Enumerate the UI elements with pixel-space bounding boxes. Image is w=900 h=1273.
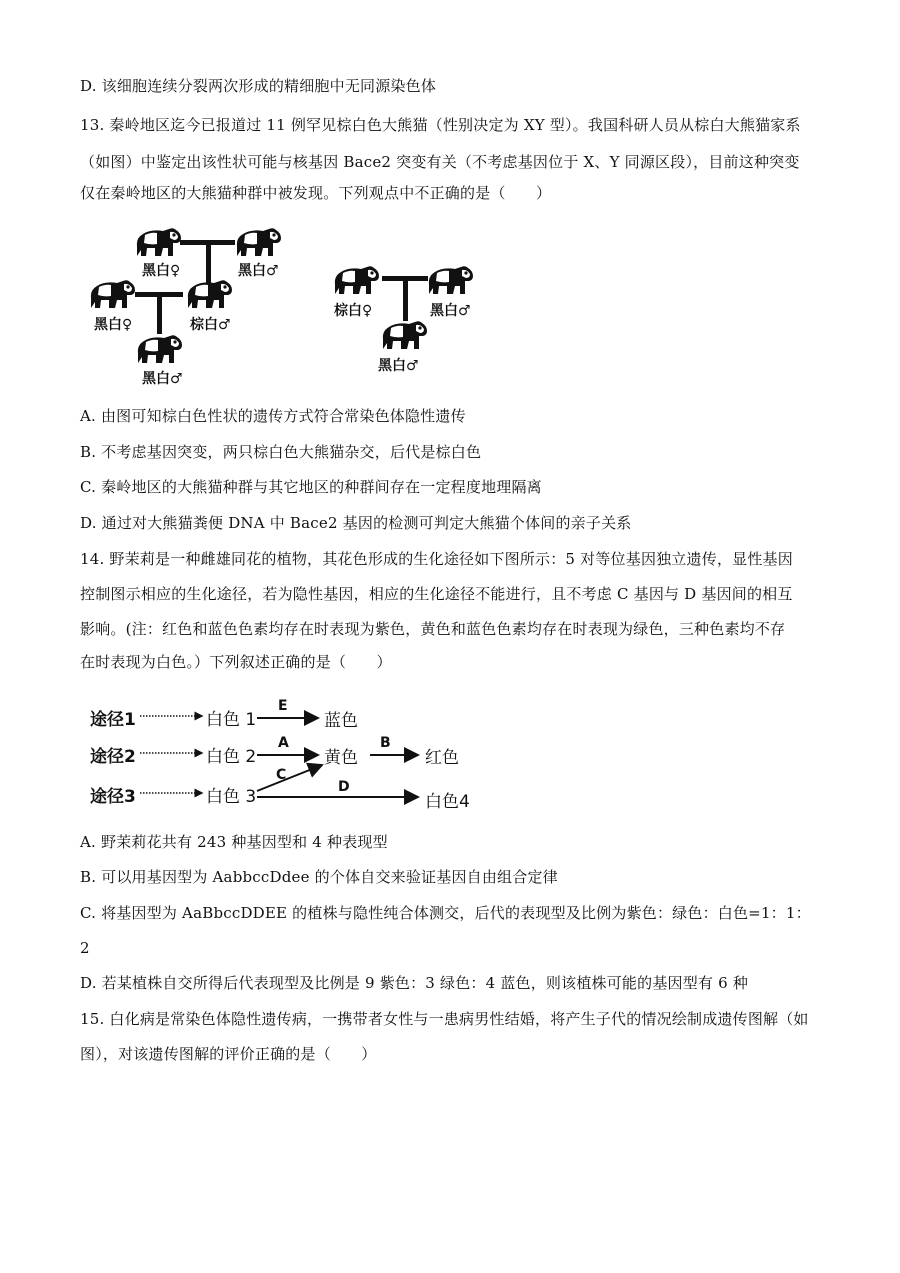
q12-option-d: D. 该细胞连续分裂两次形成的精细胞中无同源染色体	[80, 77, 437, 95]
label-father: 黑白♂	[430, 303, 471, 319]
node-blue: 蓝色	[324, 711, 358, 731]
node-white-3: 白色 3	[206, 787, 257, 807]
enzyme-c: C	[276, 767, 287, 783]
q13-option-c: C. 秦岭地区的大熊猫种群与其它地区的种群间存在一定程度地理隔离	[80, 478, 542, 496]
enzyme-d: D	[338, 779, 350, 795]
node-white-4: 白色4	[425, 792, 470, 812]
label-son: 黑白♂	[378, 358, 419, 374]
panda-icon	[330, 264, 382, 298]
q14-stem-line-1: 14. 野茉莉是一种雌雄同花的植物，其花色形成的生化途径如下图所示：5 对等位基因独立遗传，显性基因	[80, 550, 793, 568]
q15-stem-line-1: 15. 白化病是常染色体隐性遗传病，一携带者女性与一患病男性结婚，将产生子代的情况绘制成遗传图解（如	[80, 1010, 809, 1028]
q14-option-a: A. 野茉莉花共有 243 种基因型和 4 种表现型	[80, 833, 388, 851]
descent-line	[403, 276, 408, 321]
enzyme-e: E	[278, 698, 288, 714]
path-2-label: 途径2	[90, 747, 136, 767]
q13-stem-line-3: 仅在秦岭地区的大熊猫种群中被发现。下列观点中不正确的是（ ）	[80, 184, 552, 202]
q14-option-b: B. 可以用基因型为 AabbccDdee 的个体自交来验证基因自由组合定律	[80, 868, 558, 886]
panda-icon	[232, 226, 284, 260]
label-f1-son: 棕白♂	[190, 317, 231, 333]
panda-icon	[378, 319, 430, 353]
q13-option-d: D. 通过对大熊猫粪便 DNA 中 Bace2 基因的检测可判定大熊猫个体间的亲子关系	[80, 514, 632, 532]
pathway-diagram	[90, 695, 490, 815]
q14-option-c-continued: 2	[80, 939, 90, 957]
q14-option-d: D. 若某植株自交所得后代表现型及比例是 9 紫色：3 绿色：4 蓝色，则该植株可能的基因型有 6 种	[80, 974, 749, 992]
q13-option-b: B. 不考虑基因突变，两只棕白色大熊猫杂交，后代是棕白色	[80, 443, 482, 461]
q14-option-c: C. 将基因型为 AaBbccDDEE 的植株与隐性纯合体测交，后代的表现型及比例为紫色：绿色：白色=1：1：	[80, 904, 811, 922]
descent-line	[157, 292, 162, 334]
node-white-2: 白色 2	[206, 747, 257, 767]
label-p1-mother: 黑白♀	[142, 263, 181, 279]
enzyme-b: B	[380, 735, 391, 751]
arrow-c	[257, 765, 322, 791]
panda-icon	[133, 333, 185, 367]
node-yellow: 黄色	[324, 748, 358, 768]
panda-icon	[86, 278, 138, 312]
q13-stem-line-1: 13. 秦岭地区迄今已报道过 11 例罕见棕白色大熊猫（性别决定为 XY 型）。我国科研人员从棕白大熊猫家系	[80, 116, 801, 134]
label-mother: 棕白♀	[334, 303, 373, 319]
enzyme-a: A	[278, 735, 289, 751]
panda-icon	[183, 278, 235, 312]
pedigree-family-1	[80, 220, 310, 390]
path-1-label: 途径1	[90, 710, 136, 730]
pedigree-family-2	[320, 262, 490, 382]
path-3-label: 途径3	[90, 787, 136, 807]
node-white-1: 白色 1	[206, 710, 257, 730]
label-f2-son: 黑白♂	[142, 371, 183, 387]
q15-stem-line-2: 图），对该遗传图解的评价正确的是（ ）	[80, 1045, 377, 1063]
q13-stem-line-2: （如图）中鉴定出该性状可能与核基因 Bace2 突变有关（不考虑基因位于 X、Y 同源区段），目前这种突变	[80, 153, 800, 171]
label-f1-mate-female: 黑白♀	[94, 317, 133, 333]
q14-stem-line-2: 控制图示相应的生化途径，若为隐性基因，相应的生化途径不能进行，且不考虑 C 基因与 D 基因间的相互	[80, 585, 793, 603]
panda-icon	[132, 226, 184, 260]
q14-stem-line-3: 影响。(注：红色和蓝色色素均存在时表现为紫色，黄色和蓝色色素均存在时表现为绿色，三种色素均不存	[80, 620, 786, 638]
panda-icon	[424, 264, 476, 298]
q13-option-a: A. 由图可知棕白色性状的遗传方式符合常染色体隐性遗传	[80, 407, 466, 425]
node-red: 红色	[425, 748, 459, 768]
label-p1-father: 黑白♂	[238, 263, 279, 279]
q14-stem-line-4: 在时表现为白色。）下列叙述正确的是（ ）	[80, 653, 392, 671]
